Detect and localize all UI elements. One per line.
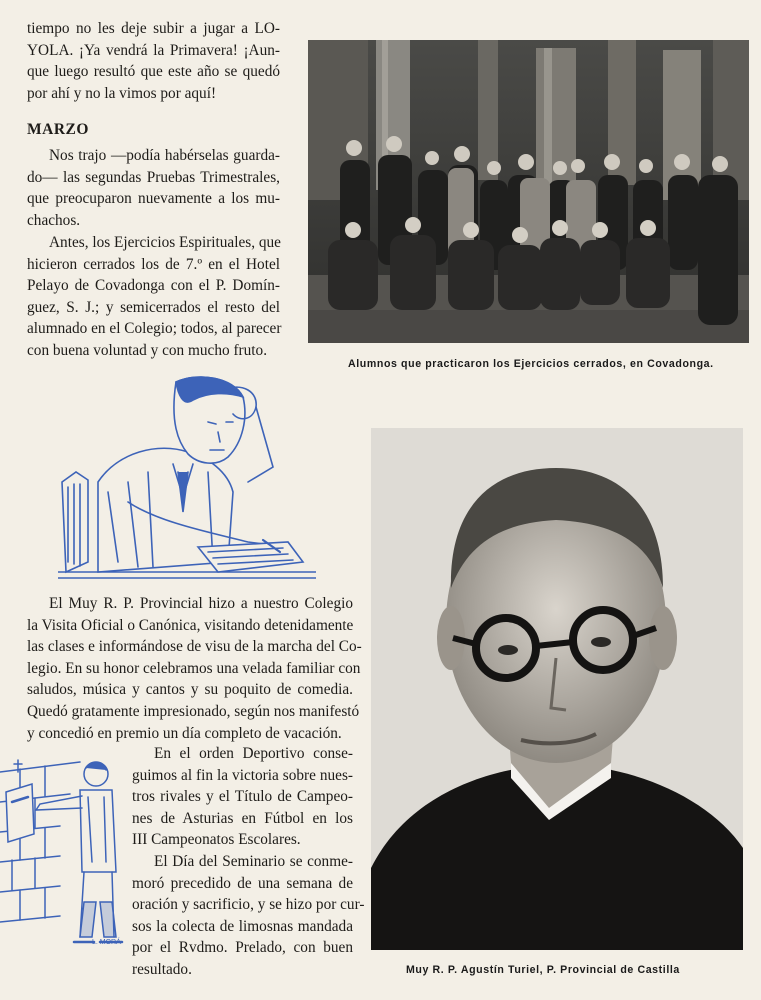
intro-line: YOLA. ¡Ya vendrá la Primavera! ¡Aun- <box>27 41 280 59</box>
visita-line: y concedió en premio un día completo de vacación. <box>27 724 342 742</box>
deportivo-paragraph <box>132 743 353 851</box>
ejercicios-line: hicieron cerrados los de 7.º en el Hotel <box>27 255 280 273</box>
ejercicios-line: con buena voluntad y con mucho fruto. <box>27 341 268 359</box>
deportivo-line: tros rivales y el Título de Campeo- <box>132 788 353 806</box>
ejercicios-line: guez, S. J.; y semicerrados el resto del <box>27 298 280 316</box>
marzo-line: que preocuparon nuevamente a los mu- <box>27 190 280 208</box>
marzo-paragraph <box>27 145 280 231</box>
illustration-signature: L. MORÁ <box>92 939 121 946</box>
seminario-line: oración y sacrificio, y se hizo por cur- <box>132 896 365 914</box>
visita-paragraph <box>27 593 362 744</box>
intro-line: que luego resultó que este año se quedó <box>27 63 280 81</box>
intro-line: por ahí y no la vimos por aquí! <box>27 84 217 102</box>
deportivo-line: guimos al fin la victoria sobre nues- <box>132 766 353 784</box>
portrait-caption: Muy R. P. Agustín Turiel, P. Provincial de Castilla <box>406 964 680 976</box>
visita-line: las clases e informándose de visu de la marcha del Co- <box>27 638 362 656</box>
marzo-line: chachos. <box>27 211 81 229</box>
seminario-line: El Día del Seminario se conme- <box>154 853 353 870</box>
ejercicios-line: alumnado en el Colegio; todos, al parecer <box>27 320 282 338</box>
visita-line: saludos, música y cantos y su poquito de comedia. <box>27 681 353 699</box>
section-heading-marzo: MARZO <box>27 121 89 138</box>
deportivo-line: nes de Asturias en Fútbol en los <box>132 809 353 827</box>
seminario-line: moró precedido de una semana de <box>132 874 353 892</box>
intro-line: tiempo no les deje subir a jugar a LO- <box>27 20 280 37</box>
visita-line: Quedó gratamente impresionado, según nos manifestó <box>27 702 360 720</box>
ejercicios-paragraph <box>27 232 280 362</box>
intro-paragraph <box>27 18 280 104</box>
visita-line: la Visita Oficial o Canónica, visitando detenidamente <box>27 616 354 634</box>
group-photo-image <box>308 40 749 343</box>
seminario-line: sos la colecta de limosnas mandada <box>132 917 353 935</box>
seminario-paragraph <box>132 851 365 981</box>
visita-line: El Muy R. P. Provincial hizo a nuestro Colegio <box>49 595 353 612</box>
portrait-photo-image <box>371 428 743 950</box>
marzo-line: do— las segundas Pruebas Trimestrales, <box>27 168 280 186</box>
marzo-line: Nos trajo —podía habérselas guarda- <box>49 147 280 164</box>
group-photo <box>308 40 749 343</box>
deportivo-line: III Campeonatos Escolares. <box>132 831 301 849</box>
seminario-line: resultado. <box>132 960 192 978</box>
ejercicios-line: Antes, los Ejercicios Espirituales, que <box>49 234 281 251</box>
ejercicios-line: Pelayo de Covadonga con el P. Domín- <box>27 277 280 295</box>
group-photo-caption: Alumnos que practicaron los Ejercicios cerrados, en Covadonga. <box>348 358 714 370</box>
collection-box-illustration <box>0 752 140 957</box>
student-studying-illustration <box>58 372 316 590</box>
seminario-line: por el Rvdmo. Prelado, con buen <box>132 939 353 957</box>
deportivo-line: En el orden Deportivo conse- <box>154 745 353 762</box>
portrait-photo <box>371 428 743 950</box>
visita-line: legio. En su honor celebramos una velada familiar con <box>27 659 361 677</box>
